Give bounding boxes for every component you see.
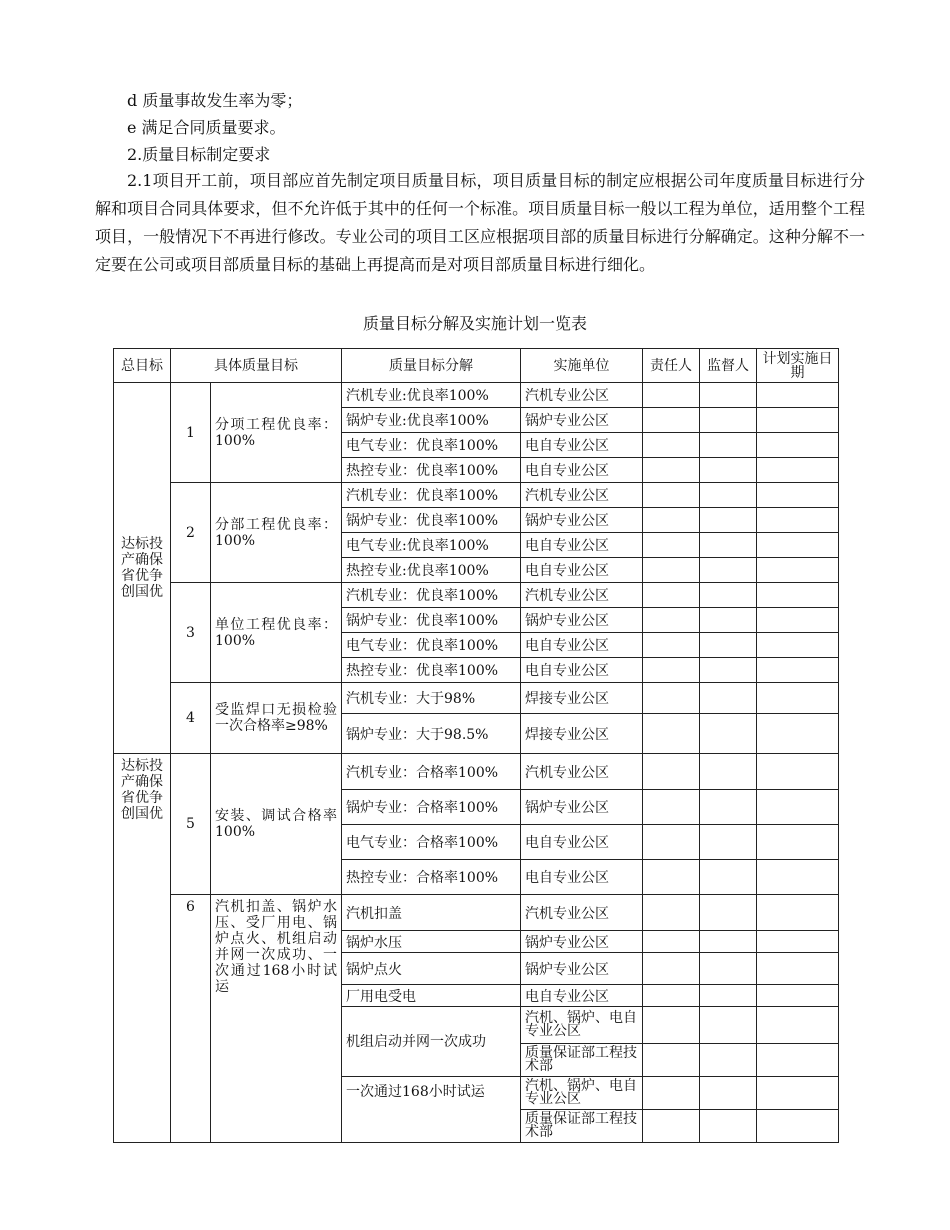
- table-row: [114, 895, 839, 931]
- breakdown-cell: 锅炉水压: [342, 931, 521, 953]
- unit-cell: 锅炉专业公区: [521, 408, 643, 433]
- unit-cell: 汽机专业公区: [521, 895, 643, 931]
- breakdown-cell: 电气专业:优良率100%: [342, 533, 521, 558]
- group-no: 4: [171, 683, 211, 754]
- unit-cell: 汽机、锅炉、电自专业公区: [521, 1077, 643, 1110]
- breakdown-cell: 汽机专业：优良率100%: [342, 483, 521, 508]
- breakdown-cell: 热控专业：优良率100%: [342, 458, 521, 483]
- breakdown-cell: 热控专业：优良率100%: [342, 658, 521, 683]
- unit-cell: 电自专业公区: [521, 558, 643, 583]
- unit-cell: 焊接专业公区: [521, 683, 643, 714]
- table-header-row: [114, 349, 839, 383]
- breakdown-cell: 锅炉专业:优良率100%: [342, 408, 521, 433]
- breakdown-cell: 厂用电受电: [342, 985, 521, 1007]
- breakdown-cell: 汽机专业：大于98%: [342, 683, 521, 714]
- unit-cell: 电自专业公区: [521, 658, 643, 683]
- breakdown-cell: 一次通过168小时试运: [342, 1077, 521, 1143]
- unit-cell: 电自专业公区: [521, 985, 643, 1007]
- breakdown-cell: 汽机专业：合格率100%: [342, 754, 521, 790]
- breakdown-cell: 电气专业：合格率100%: [342, 825, 521, 860]
- breakdown-cell: 热控专业:优良率100%: [342, 558, 521, 583]
- quality-target-table: [113, 348, 839, 1143]
- unit-cell: 电自专业公区: [521, 458, 643, 483]
- breakdown-cell: 机组启动并网一次成功: [342, 1007, 521, 1077]
- header-specific: 具体质量目标: [171, 349, 342, 383]
- table-row: [114, 683, 839, 714]
- group-no: 6: [171, 895, 211, 1143]
- body-paragraph: 2.1项目开工前，项目部应首先制定项目质量目标，项目质量目标的制定应根据公司年度质量目标进行分解和项目合同具体要求，但不允许低于其中的任何一个标准。项目质量目标一般以工程为单位，适用整个工程项目，一般情况下不再进行修改。专业公司的项目工区应根据项目部的质量目标进行分解确定。这种分解不一定要在公司或项目部质量目标的基础上再提高而是对项目部质量目标进行细化。: [95, 171, 865, 274]
- unit-cell: 锅炉专业公区: [521, 608, 643, 633]
- breakdown-cell: 汽机专业:优良率100%: [342, 383, 521, 408]
- unit-cell: 电自专业公区: [521, 633, 643, 658]
- unit-cell: 电自专业公区: [521, 860, 643, 895]
- breakdown-cell: 锅炉点火: [342, 953, 521, 985]
- unit-cell: 汽机专业公区: [521, 483, 643, 508]
- header-supervisor: 监督人: [700, 349, 757, 383]
- unit-cell: 电自专业公区: [521, 433, 643, 458]
- unit-cell: 锅炉专业公区: [521, 508, 643, 533]
- section-heading: 2.质量目标制定要求: [127, 145, 271, 164]
- group-no: 3: [171, 583, 211, 683]
- overall-goal-cell: 达标投产确保省优争创国优: [114, 754, 171, 1143]
- breakdown-cell: 热控专业：合格率100%: [342, 860, 521, 895]
- unit-cell: 汽机专业公区: [521, 754, 643, 790]
- list-item-e: e 满足合同质量要求。: [127, 118, 286, 137]
- breakdown-cell: 电气专业：优良率100%: [342, 633, 521, 658]
- unit-cell: 焊接专业公区: [521, 714, 643, 754]
- breakdown-cell: 汽机扣盖: [342, 895, 521, 931]
- header-breakdown: 质量目标分解: [342, 349, 521, 383]
- group-goal: 汽机扣盖、锅炉水压、受厂用电、锅炉点火、机组启动并网一次成功、一次通过168小时试运: [211, 895, 342, 1143]
- unit-cell: 锅炉专业公区: [521, 931, 643, 953]
- unit-cell: 汽机专业公区: [521, 583, 643, 608]
- breakdown-cell: 锅炉专业：合格率100%: [342, 790, 521, 825]
- group-no: 1: [171, 383, 211, 483]
- breakdown-cell: 电气专业：优良率100%: [342, 433, 521, 458]
- unit-cell: 电自专业公区: [521, 533, 643, 558]
- header-responsible: 责任人: [643, 349, 700, 383]
- group-no: 5: [171, 754, 211, 895]
- unit-cell: 汽机、锅炉、电自专业公区: [521, 1007, 643, 1044]
- unit-cell: 电自专业公区: [521, 825, 643, 860]
- unit-cell: 质量保证部工程技术部: [521, 1110, 643, 1143]
- unit-cell: 锅炉专业公区: [521, 953, 643, 985]
- group-goal: 受监焊口无损检验一次合格率≥98%: [211, 683, 342, 754]
- unit-cell: 汽机专业公区: [521, 383, 643, 408]
- table-row: [114, 383, 839, 408]
- group-goal: 单位工程优良率：100%: [211, 583, 342, 683]
- header-overall: 总目标: [114, 349, 171, 383]
- group-goal: 分部工程优良率：100%: [211, 483, 342, 583]
- breakdown-cell: 锅炉专业：大于98.5%: [342, 714, 521, 754]
- breakdown-cell: 锅炉专业：优良率100%: [342, 608, 521, 633]
- unit-cell: 锅炉专业公区: [521, 790, 643, 825]
- breakdown-cell: 锅炉专业：优良率100%: [342, 508, 521, 533]
- table-row: [114, 754, 839, 790]
- breakdown-cell: 汽机专业：优良率100%: [342, 583, 521, 608]
- group-goal: 安装、调试合格率100%: [211, 754, 342, 895]
- header-plan-date: 计划实施日期: [757, 349, 839, 383]
- group-no: 2: [171, 483, 211, 583]
- table-row: [114, 483, 839, 508]
- unit-cell: 质量保证部工程技术部: [521, 1044, 643, 1077]
- list-item-d: d 质量事故发生率为零；: [127, 91, 303, 110]
- group-goal: 分项工程优良率：100%: [211, 383, 342, 483]
- table-title: 质量目标分解及实施计划一览表: [362, 314, 587, 333]
- overall-goal-cell: 达标投产确保省优争创国优: [114, 383, 171, 754]
- header-unit: 实施单位: [521, 349, 643, 383]
- table-row: [114, 583, 839, 608]
